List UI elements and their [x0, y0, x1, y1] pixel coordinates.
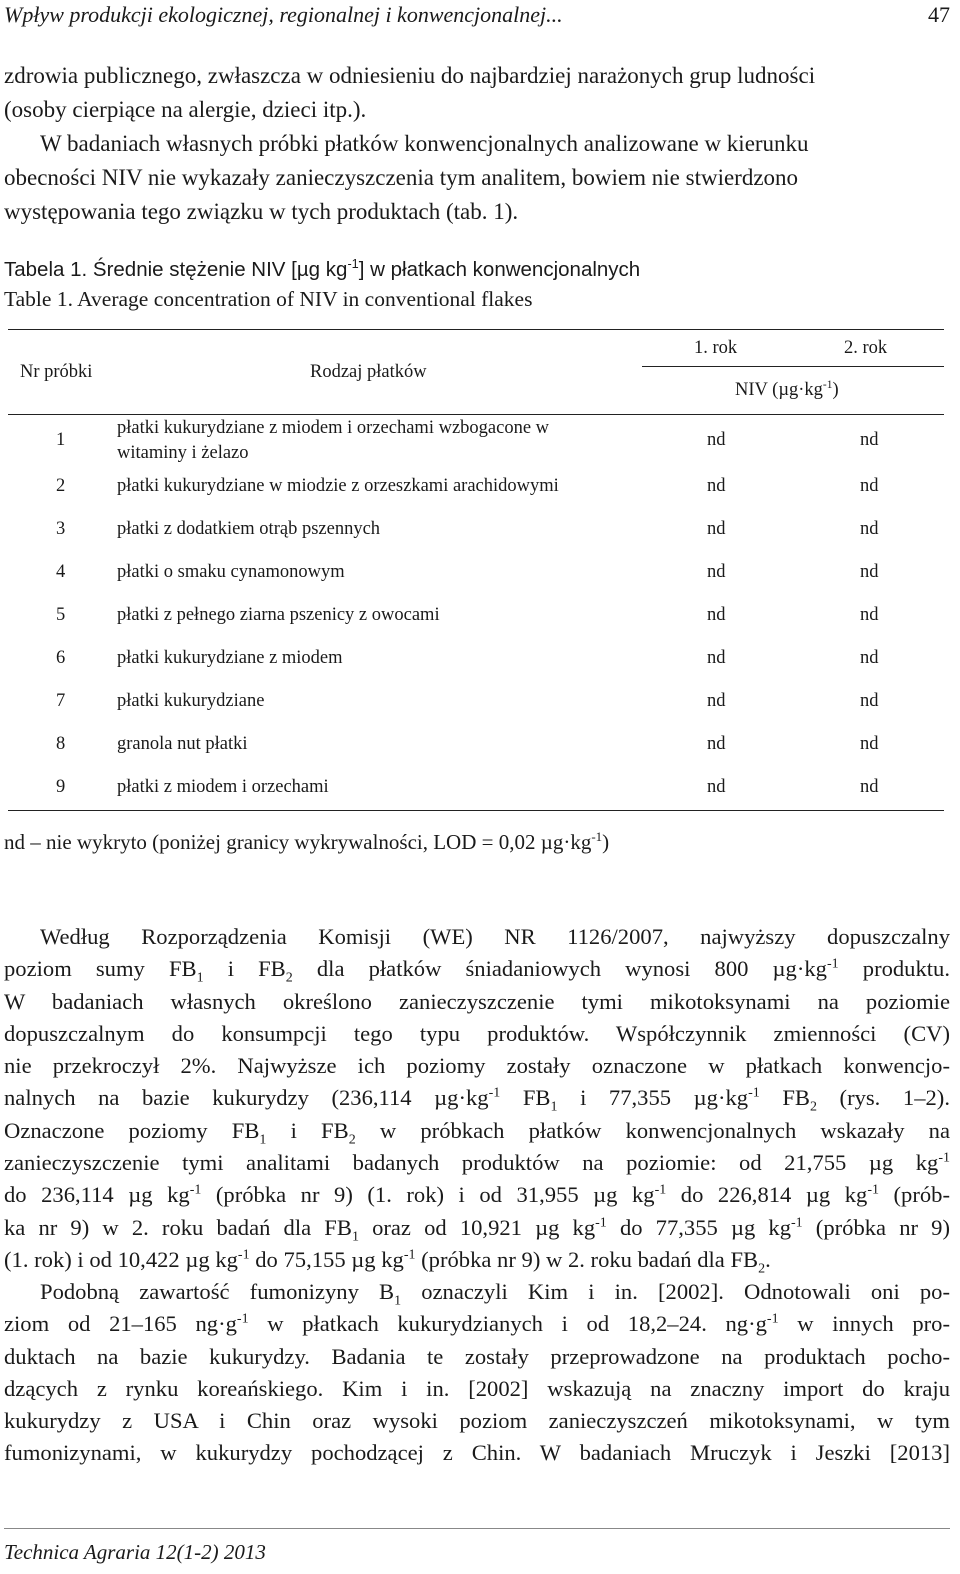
col-header-type: Rodzaj płatków [310, 362, 427, 382]
cell-year2: nd [860, 476, 879, 496]
text-line: zdrowia publicznego, zwłaszcza w odniesieniu do najbardziej narażonych grup ludności [4, 63, 816, 88]
cell-type: płatki z pełnego ziarna pszenicy z owocami [117, 605, 440, 625]
cell-sample-no: 6 [56, 648, 66, 668]
text-line: W badaniach własnych określono zanieczyszczenie tymi mikotoksynami na poziomie [4, 988, 950, 1014]
cell-sample-no: 4 [56, 562, 66, 582]
table-note [4, 830, 609, 855]
cell-year1: nd [707, 562, 726, 582]
paragraph-kim-study [4, 1276, 950, 1470]
cell-type: płatki z miodem i orzechami [117, 777, 329, 797]
text-line: Według Rozporządzenia Komisji (WE) NR 1126/2007, najwyższy dopuszczalny [40, 924, 950, 949]
text-line: Podobną zawartość fumonizyny $B_1$ oznaczyli Kim i in. [2002]. Odnotowali oni po- [40, 1279, 950, 1309]
text-line: dzących z rynku koreańskiego. Kim i in. [2002] wskazują na znaczny import do kraju [4, 1375, 950, 1401]
unit-text-end: ) [832, 380, 839, 400]
cell-year2: nd [860, 691, 879, 711]
table-row [0, 734, 960, 764]
cell-type-cont: witaminy i żelazo [117, 443, 249, 463]
cell-sample-no: 3 [56, 519, 66, 539]
text-line: fumonizynami, w kukurydzy pochodzącej z Chin. W badaniach Mruczyk i Jeszki [2013] [4, 1440, 950, 1466]
table-caption-en: Table 1. Average concentration of NIV in conventional flakes [4, 287, 533, 311]
cell-year1: nd [707, 430, 726, 450]
cell-year1: nd [707, 734, 726, 754]
text-line: do 236,114 µg $kg^{-1}$ (próbka nr 9) (1. rok) i od 31,955 µg $kg^{-1}$ do 226,814 µg $kg^{-1}$ (prób- [4, 1182, 950, 1208]
note-text-end: ) [602, 830, 610, 854]
cell-type: płatki z dodatkiem otrąb pszennych [117, 519, 381, 539]
paragraph-fumonisin-levels [4, 921, 950, 1276]
cell-sample-no: 5 [56, 605, 66, 625]
note-sup: -1 [591, 829, 603, 844]
text-line: poziom sumy $FB_1$ i $FB_2$ dla płatków śniadaniowych wynosi 800 $\mu g\cdot kg^{-1}$ produktu. [4, 956, 950, 986]
col-header-year1: 1. rok [694, 338, 738, 358]
cell-sample-no: 7 [56, 691, 66, 711]
text-line: nalnych na bazie kukurydzy (236,114 $\mu g\cdot kg^{-1}$ $FB_1$ i 77,355 $\mu g\cdot kg^{-1}$ $FB_2$ (rys. 1–2). [4, 1085, 950, 1115]
table-bottom-rule [8, 810, 944, 811]
table-row [0, 648, 960, 678]
cell-year2: nd [860, 777, 879, 797]
text-line: W badaniach własnych próbki płatków konwencjonalnych analizowane w kierunku [40, 131, 809, 156]
footer-rule [4, 1528, 950, 1529]
col-header-unit [735, 380, 839, 401]
caption-sup: -1 [347, 256, 359, 272]
table-header-rule [8, 414, 944, 415]
text-line: (osoby cierpiące na alergie, dzieci itp.). [4, 97, 367, 122]
cell-year2: nd [860, 562, 879, 582]
text-line: obecności NIV nie wykazały zanieczyszczenia tym analitem, bowiem nie stwierdzono [4, 165, 799, 190]
cell-type: płatki kukurydziane z miodem i orzechami wzbogacone w [117, 418, 550, 438]
text-line: duktach na bazie kukurydzy. Badania te zostały przeprowadzone na produktach pocho- [4, 1343, 950, 1369]
text-line: kukurydzy z USA i Chin oraz wysoki poziom zanieczyszczeń mikotoksynami, w tym [4, 1408, 950, 1434]
cell-type: płatki kukurydziane z miodem [117, 648, 343, 668]
text-line: (1. rok) i od 10,422 µg $kg^{-1}$ do 75,155 µg $kg^{-1}$ (próbka nr 9) w 2. roku badań dla $FB_2$. [4, 1246, 771, 1277]
text-line: zanieczyszczenie tymi analitami badanych produktów na poziomie: od 21,755 µg $kg^{-1}$ [4, 1150, 950, 1176]
cell-type: granola nut płatki [117, 734, 248, 754]
journal-footer: Technica Agraria 12(1-2) 2013 [4, 1540, 266, 1564]
cell-year1: nd [707, 777, 726, 797]
cell-year2: nd [860, 648, 879, 668]
cell-type: płatki o smaku cynamonowym [117, 562, 345, 582]
cell-year1: nd [707, 476, 726, 496]
col-header-sample: Nr próbki [20, 362, 93, 382]
table-row [0, 418, 960, 468]
unit-sup: -1 [822, 378, 833, 391]
cell-year1: nd [707, 519, 726, 539]
running-title: Wpływ produkcji ekologicznej, regionalnej i konwencjonalnej... [4, 2, 563, 27]
cell-sample-no: 8 [56, 734, 66, 754]
text-line: Oznaczone poziomy $FB_1$ i $FB_2$ w próbkach płatków konwencjonalnych wskazały na [4, 1117, 950, 1148]
cell-year1: nd [707, 648, 726, 668]
cell-year2: nd [860, 734, 879, 754]
table-top-rule [8, 329, 944, 330]
table-year-rule [642, 366, 944, 367]
cell-type: płatki kukurydziane w miodzie z orzeszkami arachidowymi [117, 476, 559, 496]
text-line: nie przekroczył 2%. Najwyższe ich poziomy zostały oznaczone w płatkach konwencjo- [4, 1053, 950, 1079]
caption-text-end: ] w płatkach konwencjonalnych [358, 258, 641, 281]
cell-sample-no: 9 [56, 777, 66, 797]
cell-year2: nd [860, 430, 879, 450]
cell-sample-no: 1 [56, 430, 66, 450]
table-row [0, 562, 960, 592]
table-row [0, 519, 960, 549]
cell-year2: nd [860, 605, 879, 625]
table-row [0, 476, 960, 506]
table-row [0, 605, 960, 635]
intro-paragraph [4, 59, 952, 229]
table-row [0, 777, 960, 807]
table-caption-pl [4, 256, 640, 284]
note-text: nd – nie wykryto (poniżej granicy wykrywalności, LOD = 0,02 µg·kg [4, 830, 592, 854]
text-line: występowania tego związku w tych produktach (tab. 1). [4, 199, 519, 224]
cell-year1: nd [707, 605, 726, 625]
cell-year1: nd [707, 691, 726, 711]
cell-type: płatki kukurydziane [117, 691, 265, 711]
text-line: ka nr 9) w 2. roku badań dla $FB_1$ oraz od 10,921 µg $kg^{-1}$ do 77,355 µg $kg^{-1}$ (próbka nr 9) [4, 1214, 950, 1244]
cell-sample-no: 2 [56, 476, 66, 496]
text-line: ziom od 21–165 $ng\cdot g^{-1}$ w płatkach kukurydzianych i od 18,2–24. $ng\cdot g^{-1}$ w innych pro- [4, 1311, 950, 1337]
text-line: dopuszczalnym do konsumpcji tego typu produktów. Współczynnik zmienności (CV) [4, 1020, 950, 1046]
unit-text: NIV (µg·kg [735, 380, 823, 400]
col-header-year2: 2. rok [844, 338, 888, 358]
caption-text: Tabela 1. Średnie stężenie NIV [µg kg [4, 258, 348, 281]
page-number: 47 [928, 2, 950, 27]
table-row [0, 691, 960, 721]
cell-year2: nd [860, 519, 879, 539]
